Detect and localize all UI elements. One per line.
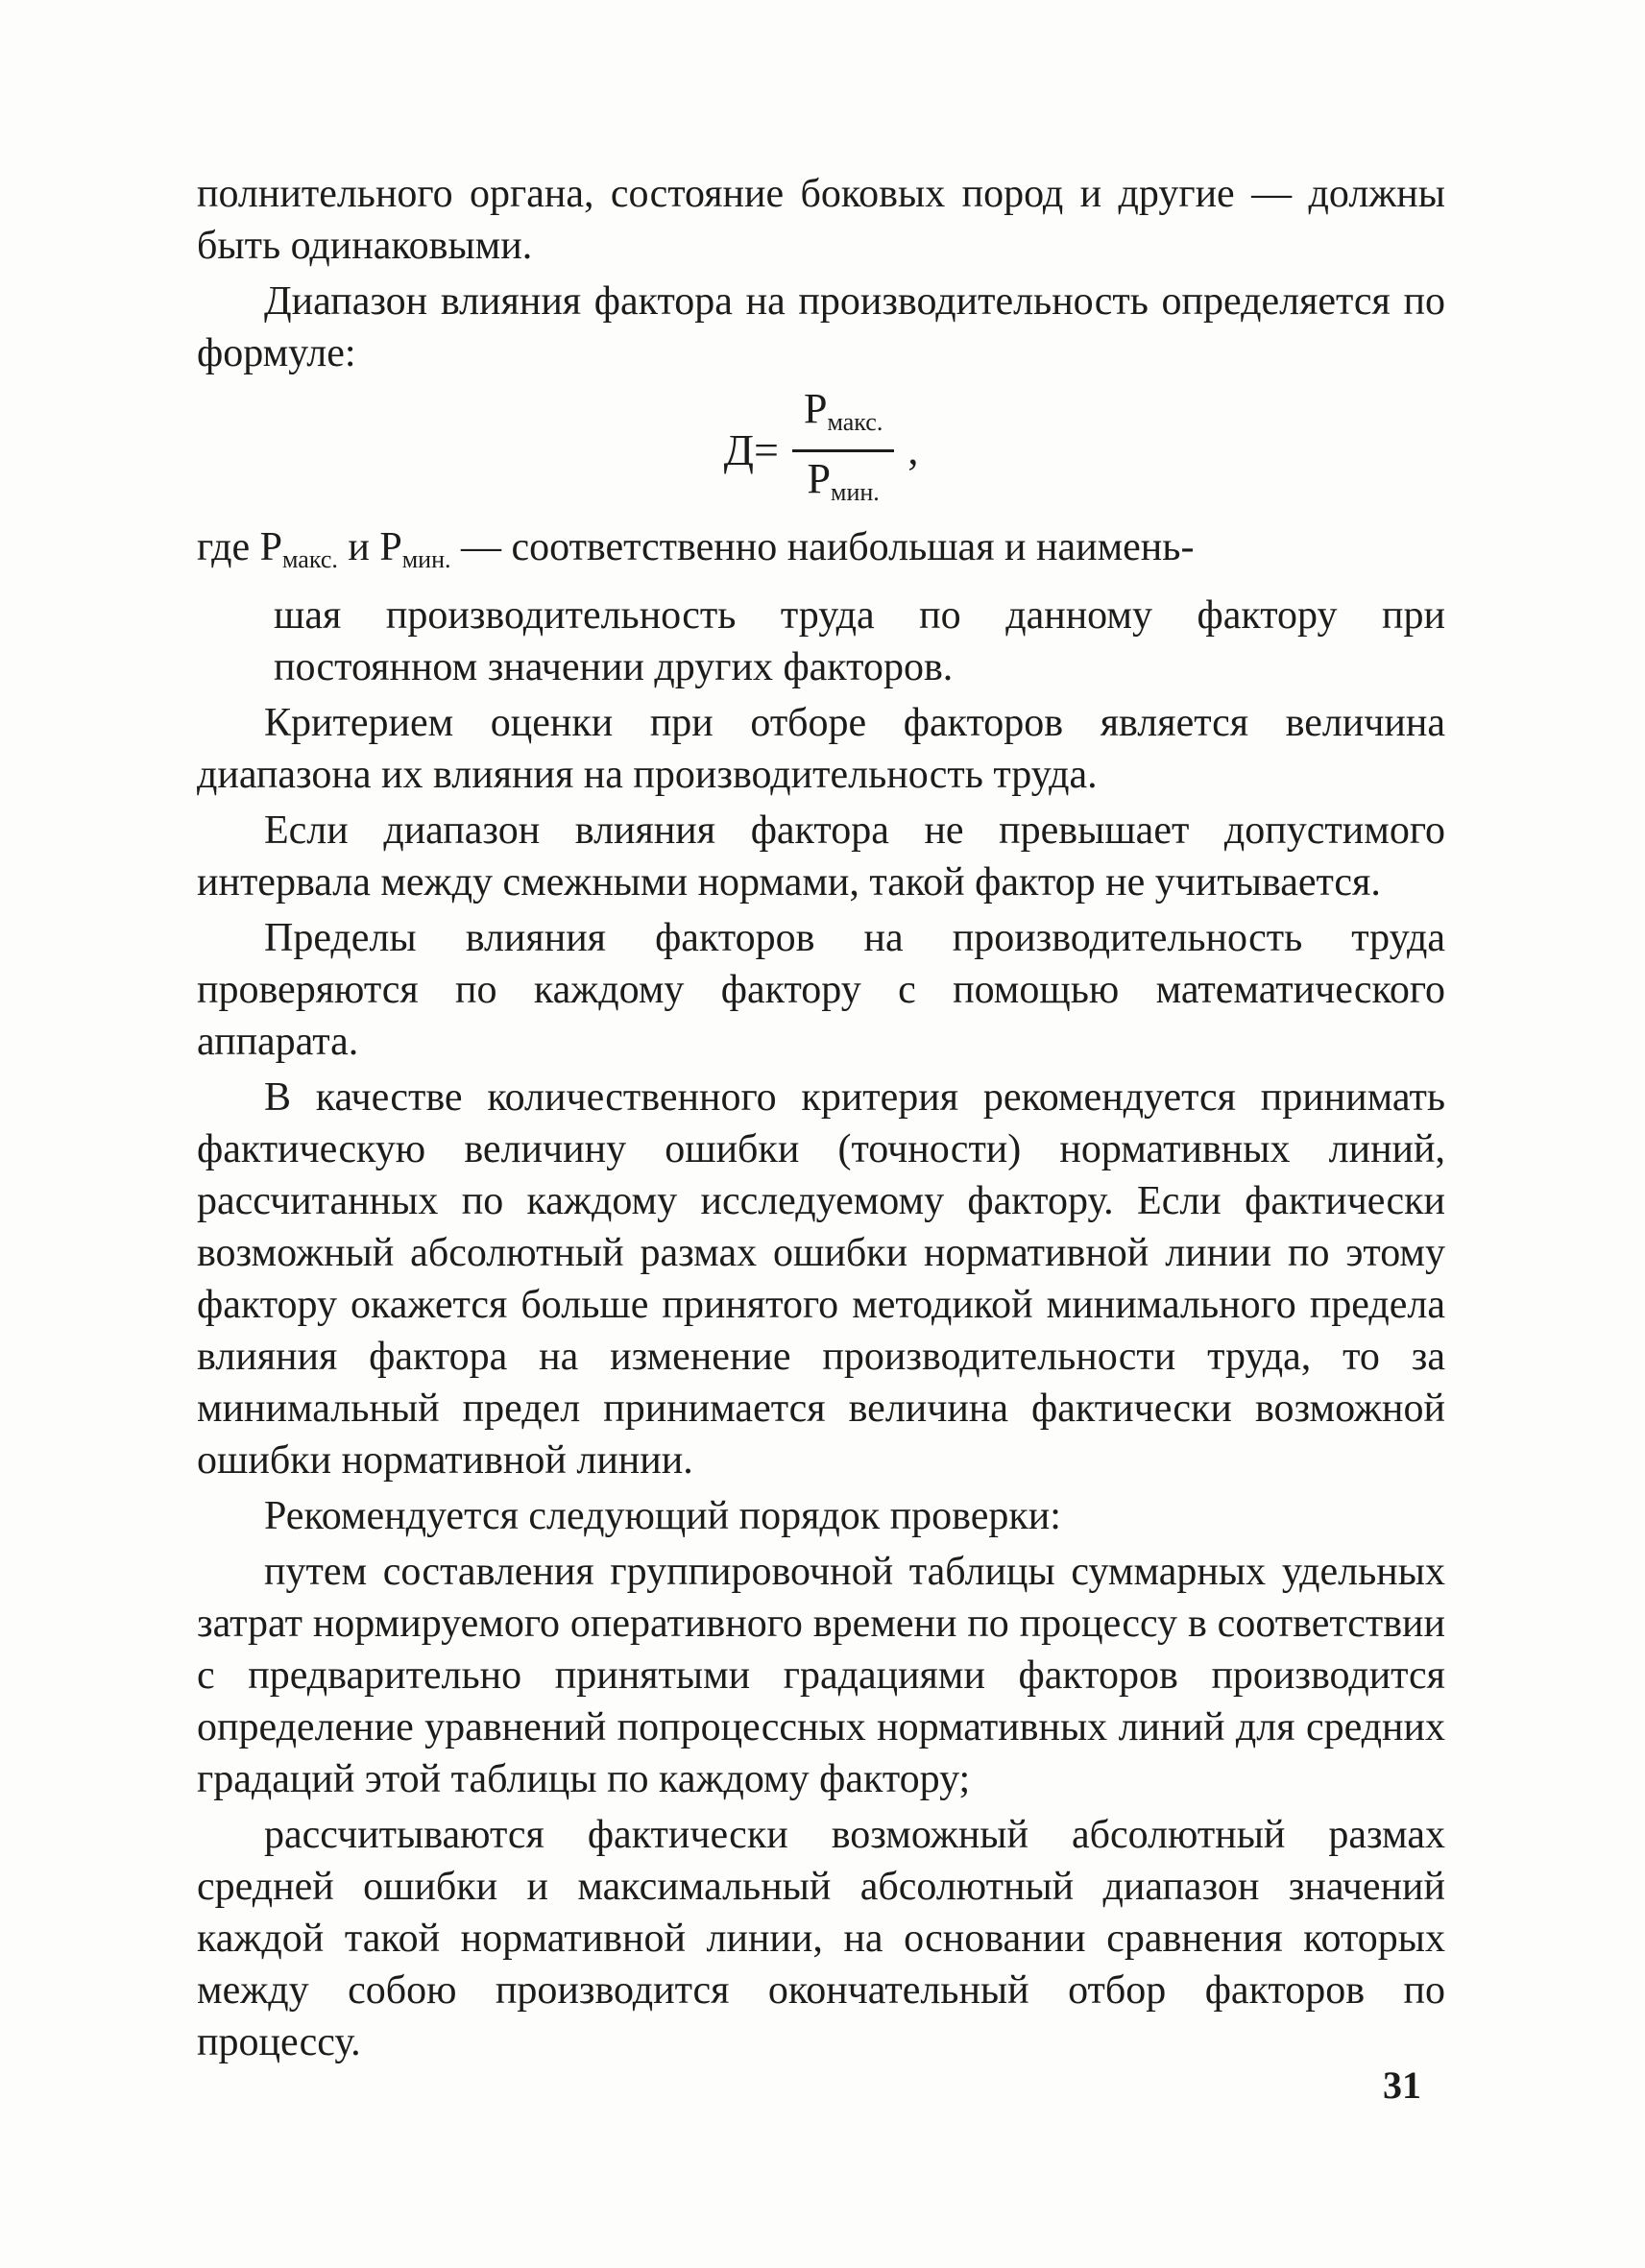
definition-lead: где P — [197, 525, 283, 569]
body-text — [197, 168, 1445, 2072]
paragraph: полнительного органа, состояние боковых пород и другие — должны быть одинаковыми. — [197, 172, 1445, 268]
formula-numerator — [792, 382, 894, 449]
definition-continuation: шая производительность труда по данному фактору при постоянном значении других факторов. — [274, 593, 1445, 689]
paragraph: В качестве количественного критерия рекомендуется принимать фактическую величину ошибки (точности) нормативных линий, рассчитанных по каждому исследуемому фактору. Если фактически возможный абсолютный размах ошибки нормативной линии по этому фактору окажется больше принятого методикой минимального предела влияния фактора на изменение производительности труда, то за минимальный предел принимается величина фактически возможной ошибки нормативной линии. — [197, 1075, 1445, 1483]
range-formula — [197, 383, 1445, 518]
denominator-subscript: мин. — [831, 477, 880, 506]
paragraph: Пределы влияния факторов на производительность труда проверяются по каждому фактору с помощью математического аппарата. — [197, 916, 1445, 1064]
page-number: 31 — [1383, 2063, 1421, 2107]
denominator-base: P — [807, 454, 832, 502]
definition-and: и P — [337, 525, 402, 569]
formula-comma: , — [907, 426, 919, 473]
paragraph: путем составления группировочной таблицы суммарных удельных затрат нормируемого оперативного времени по процессу в соответствии с предварительно принятыми градациями факторов производится определение уравнений попроцессных нормативных линий для средних градаций этой таблицы по каждому фактору; — [197, 1550, 1445, 1801]
numerator-base: P — [804, 384, 828, 432]
definition-sub-max: макс. — [282, 545, 338, 573]
definition-sub-min: мин. — [401, 545, 451, 573]
paragraph: Если диапазон влияния фактора не превышает допустимого интервала между смежными нормами, такой фактор не учитывается. — [197, 808, 1445, 905]
formula-lhs: Д= — [723, 425, 779, 474]
formula-definition — [197, 521, 1445, 586]
paragraph: Рекомендуется следующий порядок проверки: — [264, 1494, 1061, 1538]
numerator-subscript: макс. — [827, 407, 883, 436]
paragraph: рассчитываются фактически возможный абсолютный размах средней ошибки и максимальный абсолютный диапазон значений каждой такой нормативной линии, на основании сравнения которых между собою производится окончательный отбор факторов по процессу. — [197, 1813, 1445, 2064]
definition-first-line: — соответственно наибольшая и наимень- — [450, 525, 1195, 569]
formula-denominator — [796, 452, 891, 519]
paragraph: Критерием оценки при отборе факторов является величина диапазона их влияния на производительность труда. — [197, 701, 1445, 797]
paragraph: Диапазон влияния фактора на производительность определяется по формуле: — [197, 279, 1445, 375]
formula-fraction — [792, 382, 894, 519]
